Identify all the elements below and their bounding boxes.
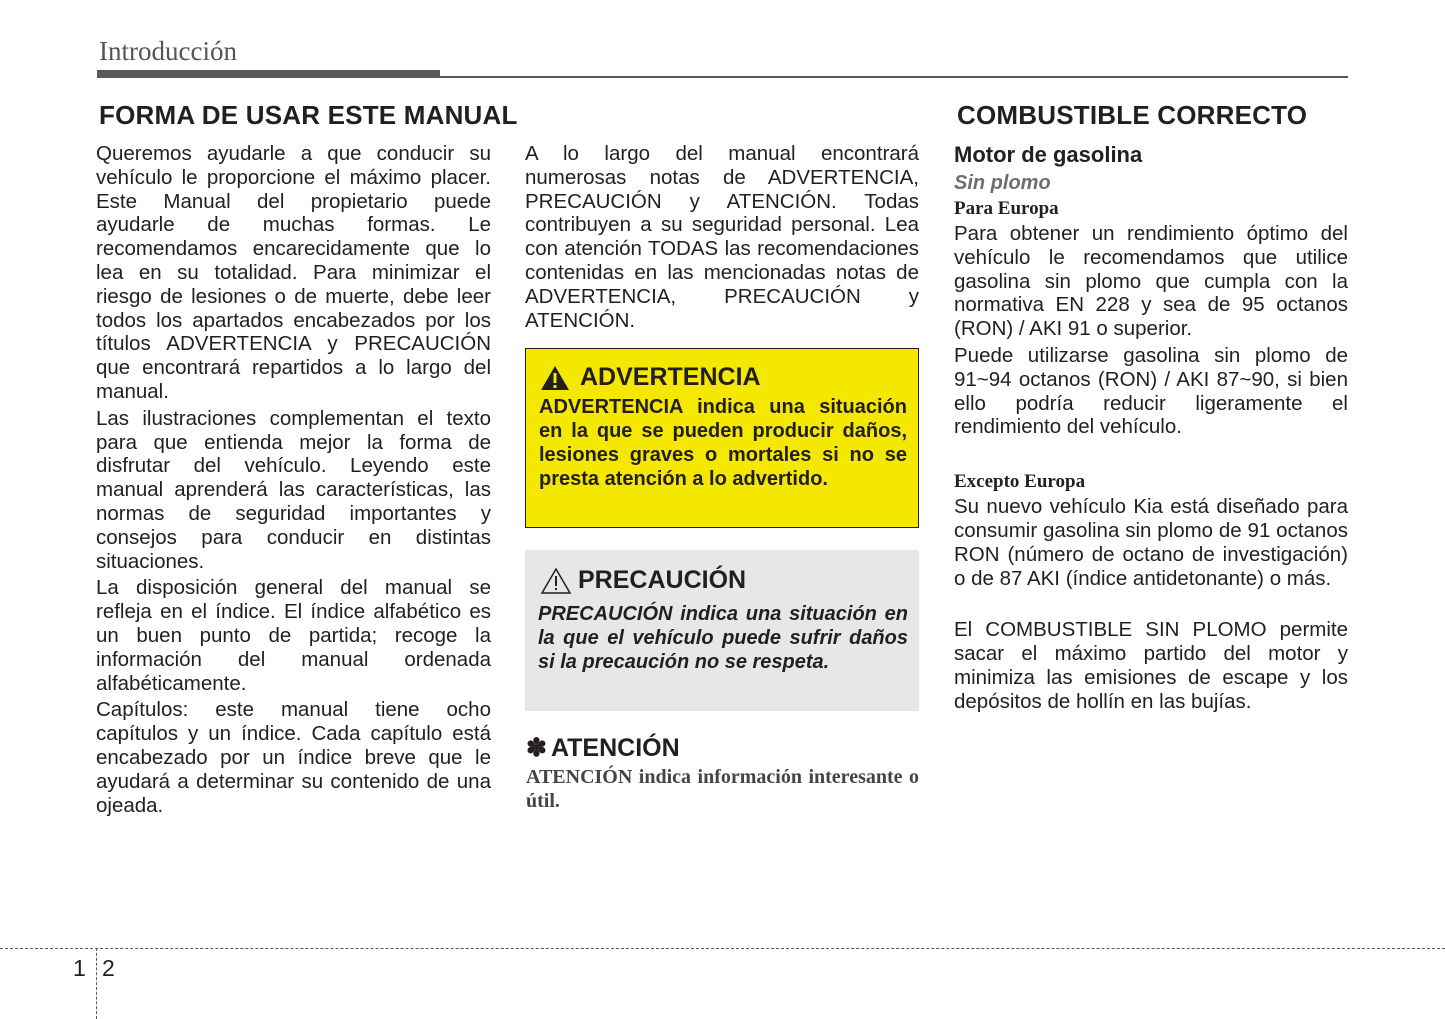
caution-title-text: PRECAUCIÓN bbox=[578, 566, 747, 594]
paragraph: Queremos ayudarle a que conducir su vehículo le proporcione el máximo placer. Este Manual del propietario puede ayudarle de muchas formas. Le recomendamos encarecidamente que lo lea en su totalidad. Para minimizar el riesgo de lesiones o de muerte, debe leer todos los apartados encabezados por los títulos ADVERTENCIA y PRECAUCIÓN que encontrará repartidos a lo largo del manual. bbox=[96, 142, 491, 403]
asterisk-icon: ✽ bbox=[526, 734, 547, 762]
column-3 bbox=[954, 142, 1348, 717]
note-title-text: ATENCIÓN bbox=[550, 733, 680, 762]
caution-title bbox=[540, 566, 746, 595]
running-header-title: Introducción bbox=[99, 36, 237, 66]
warning-triangle-icon bbox=[540, 365, 570, 391]
paragraph: El COMBUSTIBLE SIN PLOMO permite sacar el máximo partido del motor y minimiza las emisiones de escape y los depósitos de hollín en las bujías. bbox=[954, 618, 1348, 713]
caution-text: PRECAUCIÓN indica una situación en la que el vehículo puede sufrir daños si la precaución no se respeta. bbox=[538, 603, 908, 673]
footer-dashed-divider bbox=[96, 948, 97, 1019]
paragraph: Capítulos: este manual tiene ocho capítulos y un índice. Cada capítulo está encabezado por un índice breve que le ayudará a determinar su contenido de una ojeada. bbox=[96, 698, 491, 817]
page-number: 2 bbox=[102, 955, 115, 981]
header-rule-thick bbox=[97, 70, 440, 78]
header-rule-thin bbox=[440, 76, 1348, 78]
note-title bbox=[526, 733, 680, 763]
section-title-correct-fuel: COMBUSTIBLE CORRECTO bbox=[957, 100, 1308, 130]
column-1 bbox=[96, 142, 491, 820]
unleaded-heading: Sin plomo bbox=[954, 172, 1051, 194]
note-text: ATENCIÓN indica información interesante o útil. bbox=[526, 766, 919, 812]
paragraph: Puede utilizarse gasolina sin plomo de 91~94 octanos (RON) / AKI 87~90, si bien ello podría reducir ligeramente el rendimiento del vehículo. bbox=[954, 343, 1348, 439]
warning-title-text: ADVERTENCIA bbox=[580, 363, 761, 391]
warning-title bbox=[540, 363, 761, 392]
non-europe-heading: Excepto Europa bbox=[954, 471, 1086, 493]
caution-box bbox=[525, 550, 919, 711]
column-2 bbox=[525, 142, 919, 335]
paragraph: La disposición general del manual se refleja en el índice. El índice alfabético es un buen punto de partida; recoge la información del manual ordenada alfabéticamente. bbox=[96, 576, 491, 695]
paragraph: Su nuevo vehículo Kia está diseñado para consumir gasolina sin plomo de 91 octanos RON (número de octano de investigación) o de 87 AKI (índice antidetonante) o más. bbox=[954, 495, 1348, 590]
paragraph: A lo largo del manual encontrará numerosas notas de ADVERTENCIA, PRECAUCIÓN y ATENCIÓN. Todas contribuyen a su seguridad personal. Lea con atención TODAS las recomendaciones contenidas en las mencionadas notas de ADVERTENCIA, PRECAUCIÓN y ATENCIÓN. bbox=[525, 142, 919, 332]
engine-heading: Motor de gasolina bbox=[954, 142, 1143, 167]
warning-text: ADVERTENCIA indica una situación en la que se pueden producir daños, lesiones graves o mortales si no se presta atención a lo advertido. bbox=[539, 396, 907, 490]
europe-heading: Para Europa bbox=[954, 198, 1059, 219]
warning-box bbox=[525, 348, 919, 528]
section-title-manual-usage: FORMA DE USAR ESTE MANUAL bbox=[99, 100, 518, 130]
paragraph: Para obtener un rendimiento óptimo del vehículo le recomendamos que utilice gasolina sin plomo que cumpla con la normativa EN 228 y sea de 95 octanos (RON) / AKI 91 o superior. bbox=[954, 222, 1348, 341]
chapter-number: 1 bbox=[73, 955, 86, 981]
paragraph: Las ilustraciones complementan el texto para que entienda mejor la forma de disfrutar del vehículo. Leyendo este manual aprenderá las características, las normas de seguridad importantes y consejos para conducir en distintas situaciones. bbox=[96, 406, 491, 573]
caution-triangle-icon bbox=[540, 567, 572, 595]
footer-dashed-rule bbox=[0, 948, 1445, 949]
